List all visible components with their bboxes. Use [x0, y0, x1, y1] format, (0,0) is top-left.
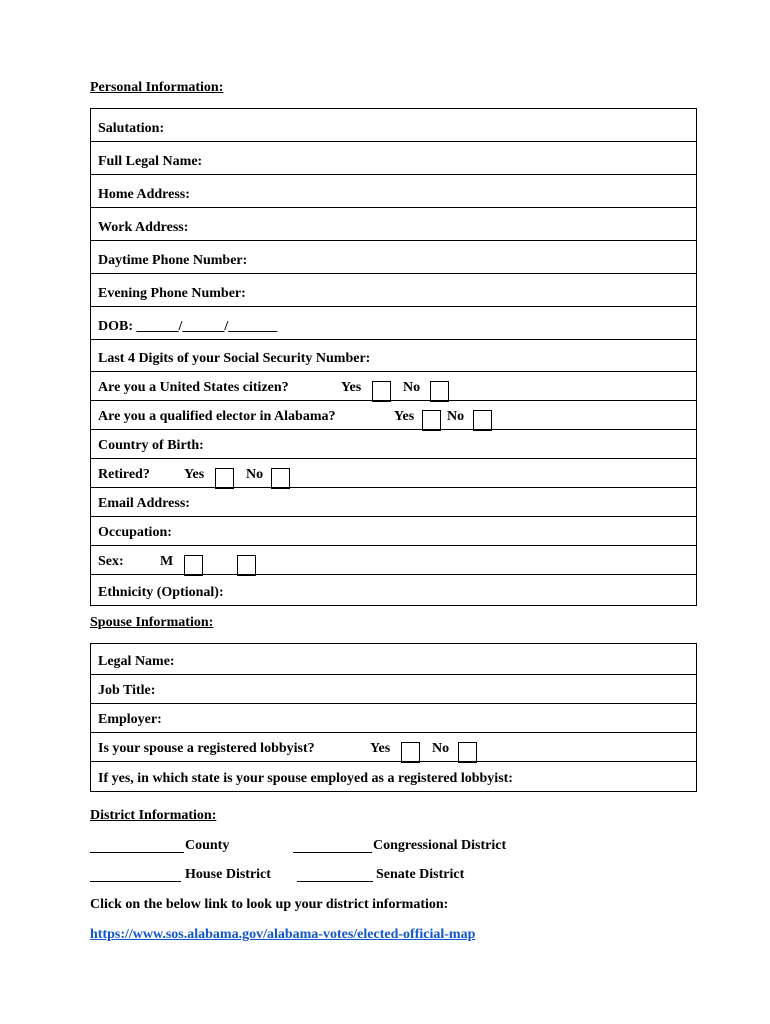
spouse-lobbyist-row [91, 733, 696, 762]
district-map-link[interactable]: https://www.sos.alabama.gov/alabama-votes/elected-official-map [90, 927, 476, 942]
house-label: House District [185, 867, 271, 882]
evening-phone-label: Evening Phone Number: [98, 286, 246, 301]
citizen-question: Are you a United States citizen? [98, 380, 289, 395]
sex-m-label: M [160, 554, 174, 569]
spouse-legal-name-row[interactable] [91, 644, 696, 675]
retired-no-checkbox[interactable] [271, 468, 290, 489]
citizen-no-checkbox[interactable] [430, 381, 449, 402]
sex-label: Sex: [98, 554, 124, 569]
elector-question: Are you a qualified elector in Alabama? [98, 409, 336, 424]
elector-no-label: No [447, 409, 465, 424]
spouse-state-label: If yes, in which state is your spouse employed as a registered lobbyist: [98, 771, 513, 786]
spouse-lobbyist-question: Is your spouse a registered lobbyist? [98, 741, 315, 756]
spouse-lobbyist-yes-checkbox[interactable] [401, 742, 420, 763]
work-address-label: Work Address: [98, 220, 189, 235]
dob-row[interactable] [91, 307, 696, 340]
spouse-job-title-label: Job Title: [98, 683, 156, 698]
senate-blank[interactable] [297, 867, 374, 885]
daytime-phone-row[interactable] [91, 241, 696, 274]
spouse-info-table [90, 643, 697, 792]
elector-row [91, 401, 696, 430]
elector-yes-label: Yes [394, 409, 415, 424]
retired-no-label: No [246, 467, 264, 482]
personal-info-table [90, 108, 697, 606]
county-label: County [185, 838, 230, 853]
daytime-phone-label: Daytime Phone Number: [98, 253, 248, 268]
district-instruction: Click on the below link to look up your district information: [90, 897, 449, 912]
sex-m-checkbox[interactable] [184, 555, 203, 576]
district-info-heading: District Information: [90, 808, 217, 823]
spouse-lobbyist-yes-label: Yes [370, 741, 391, 756]
country-birth-row[interactable] [91, 430, 696, 459]
citizen-yes-checkbox[interactable] [372, 381, 391, 402]
ssn-label: Last 4 Digits of your Social Security Number: [98, 351, 371, 366]
congressional-blank[interactable] [293, 838, 373, 856]
citizen-row [91, 372, 696, 401]
retired-question: Retired? [98, 467, 150, 482]
elector-no-checkbox[interactable] [473, 410, 492, 431]
email-label: Email Address: [98, 496, 190, 511]
full-name-row[interactable] [91, 142, 696, 175]
occupation-label: Occupation: [98, 525, 172, 540]
sex-f-checkbox[interactable] [237, 555, 256, 576]
salutation-label: Salutation: [98, 121, 165, 136]
work-address-row[interactable] [91, 208, 696, 241]
ethnicity-label: Ethnicity (Optional): [98, 585, 224, 600]
dob-label: DOB: ______/______/_______ [98, 319, 278, 334]
spouse-lobbyist-no-label: No [432, 741, 450, 756]
retired-row [91, 459, 696, 488]
retired-yes-checkbox[interactable] [215, 468, 234, 489]
county-blank[interactable] [90, 838, 185, 856]
spouse-employer-row[interactable] [91, 704, 696, 733]
salutation-row[interactable] [91, 109, 696, 142]
full-name-label: Full Legal Name: [98, 154, 203, 169]
email-row[interactable] [91, 488, 696, 517]
home-address-row[interactable] [91, 175, 696, 208]
spouse-legal-name-label: Legal Name: [98, 654, 175, 669]
country-birth-label: Country of Birth: [98, 438, 204, 453]
ethnicity-row[interactable] [91, 575, 696, 605]
elector-yes-checkbox[interactable] [422, 410, 441, 431]
occupation-row[interactable] [91, 517, 696, 546]
sex-row [91, 546, 696, 575]
spouse-job-title-row[interactable] [91, 675, 696, 704]
citizen-no-label: No [403, 380, 421, 395]
spouse-employer-label: Employer: [98, 712, 162, 727]
home-address-label: Home Address: [98, 187, 190, 202]
spouse-info-heading: Spouse Information: [90, 615, 214, 630]
personal-info-heading: Personal Information: [90, 80, 224, 95]
citizen-yes-label: Yes [341, 380, 362, 395]
house-blank[interactable] [90, 867, 182, 885]
congressional-label: Congressional District [373, 838, 507, 853]
retired-yes-label: Yes [184, 467, 205, 482]
evening-phone-row[interactable] [91, 274, 696, 307]
spouse-state-row[interactable] [91, 762, 696, 791]
ssn-row[interactable] [91, 340, 696, 372]
spouse-lobbyist-no-checkbox[interactable] [458, 742, 477, 763]
senate-label: Senate District [376, 867, 465, 882]
